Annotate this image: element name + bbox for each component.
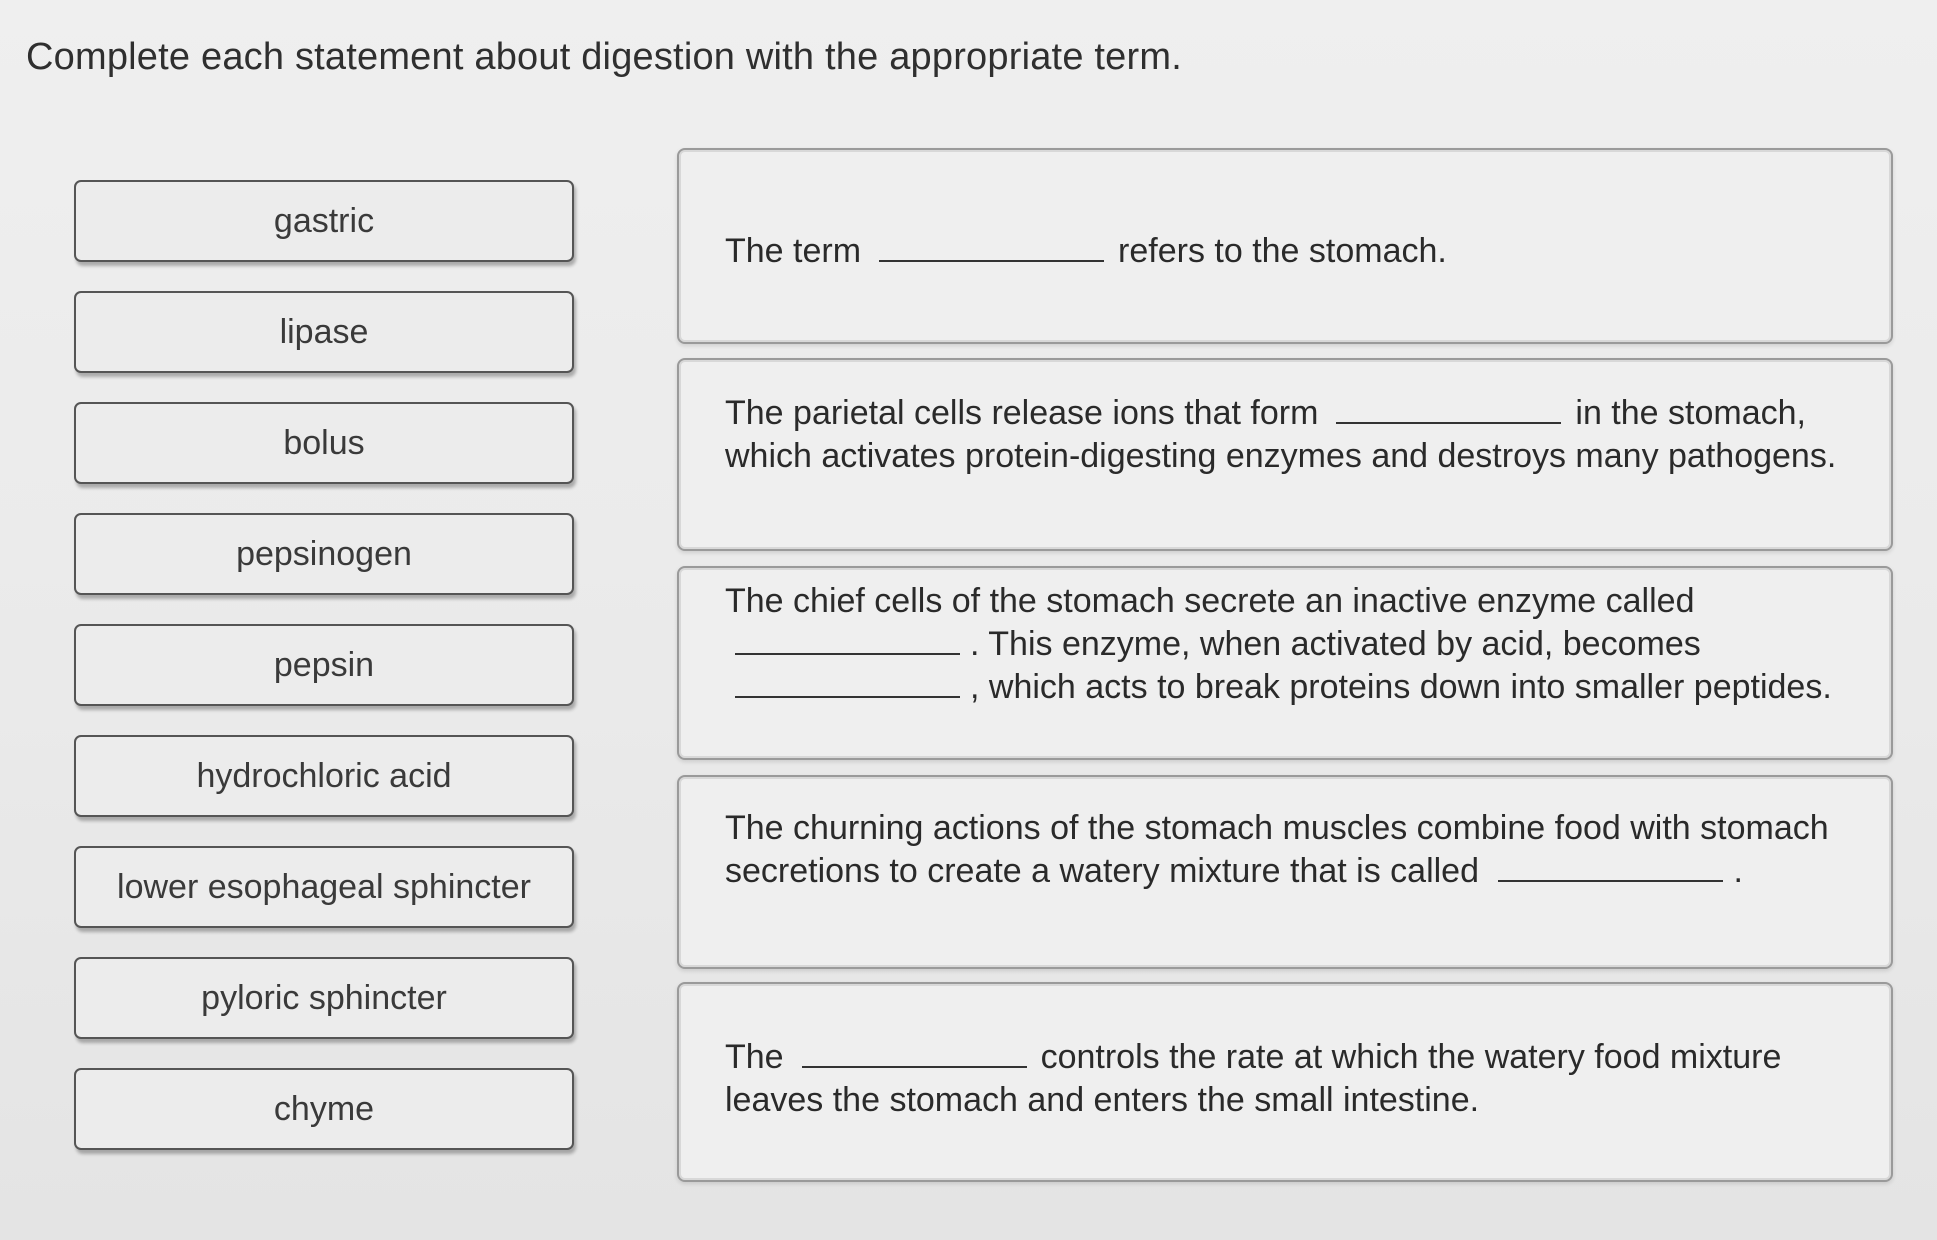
statement-text-1 <box>725 230 1851 273</box>
statement-4-part-2: . <box>1733 852 1743 890</box>
term-card-lower-esophageal-sphincter[interactable]: lower esophageal sphincter <box>74 846 574 928</box>
statement-5-part-2: controls the rate at which the watery food mixture leaves the stomach and enters the small intestine. <box>725 1038 1782 1119</box>
statement-1-part-1: The term <box>725 232 862 270</box>
drop-zone-2[interactable] <box>1336 394 1561 424</box>
drop-zone-3[interactable] <box>735 625 960 655</box>
statement-text-4 <box>725 807 1851 893</box>
drop-zone-6[interactable] <box>802 1038 1027 1068</box>
statement-5-part-1: The <box>725 1038 784 1076</box>
statement-3-part-3: , which acts to break proteins down into smaller peptides. <box>970 668 1832 706</box>
statement-4-part-1: The churning actions of the stomach muscles combine food with stomach secretions to create a watery mixture that is called <box>725 809 1829 890</box>
term-card-gastric[interactable]: gastric <box>74 180 574 262</box>
statement-box-1 <box>677 148 1893 344</box>
drop-zone-1[interactable] <box>879 232 1104 262</box>
term-card-pyloric-sphincter[interactable]: pyloric sphincter <box>74 957 574 1039</box>
term-card-pepsin[interactable]: pepsin <box>74 624 574 706</box>
statement-box-4 <box>677 775 1893 969</box>
statement-3-part-2: . This enzyme, when activated by acid, becomes <box>970 625 1701 663</box>
term-card-chyme[interactable]: chyme <box>74 1068 574 1150</box>
statement-text-2 <box>725 392 1851 478</box>
term-card-pepsinogen[interactable]: pepsinogen <box>74 513 574 595</box>
term-card-hydrochloric-acid[interactable]: hydrochloric acid <box>74 735 574 817</box>
statement-box-3 <box>677 566 1893 760</box>
statement-2-part-2: in the stomach, which activates protein-digesting enzymes and destroys many pathogens. <box>725 394 1837 475</box>
statement-text-5 <box>725 1036 1851 1122</box>
statement-2-part-1: The parietal cells release ions that form <box>725 394 1319 432</box>
statement-text-3 <box>725 580 1851 709</box>
drop-zone-4[interactable] <box>735 668 960 698</box>
statement-3-part-1: The chief cells of the stomach secrete an inactive enzyme called <box>725 582 1695 620</box>
term-card-bolus[interactable]: bolus <box>74 402 574 484</box>
statement-box-2 <box>677 358 1893 551</box>
statement-1-part-2: refers to the stomach. <box>1118 232 1447 270</box>
drop-zone-5[interactable] <box>1498 852 1723 882</box>
question-prompt: Complete each statement about digestion with the appropriate term. <box>26 36 1182 78</box>
statement-box-5 <box>677 982 1893 1182</box>
term-card-lipase[interactable]: lipase <box>74 291 574 373</box>
